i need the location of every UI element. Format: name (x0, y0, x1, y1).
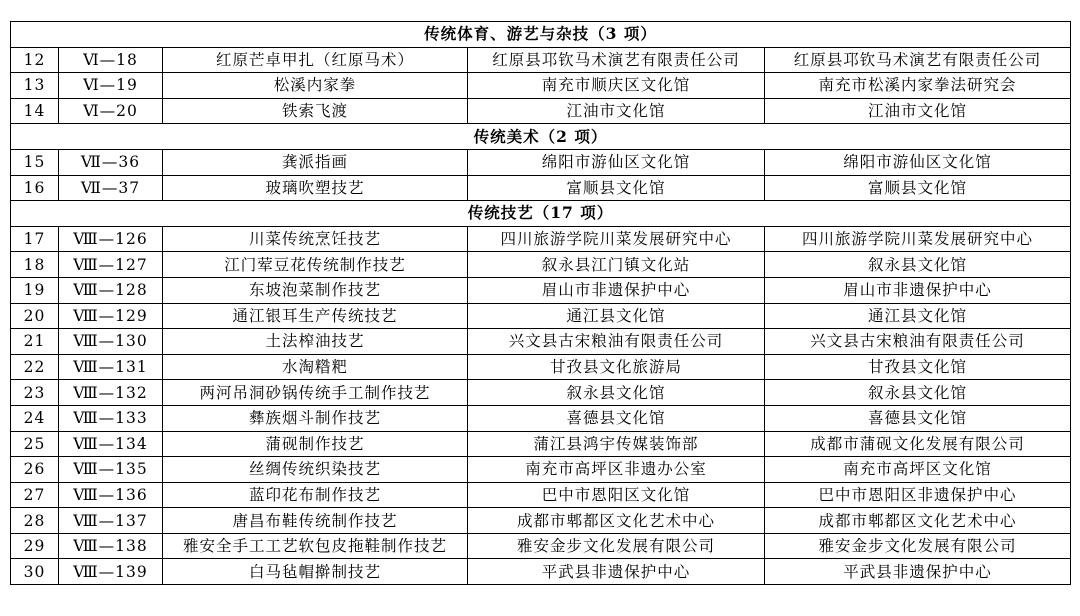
table-row (11, 98, 1071, 124)
applicant-unit: 蒲江县鸿宇传媒装饰部 (468, 431, 765, 457)
row-number: 21 (11, 329, 59, 355)
project-code: Ⅶ—37 (59, 175, 163, 201)
project-name: 雅安全手工工艺软包皮拖鞋制作技艺 (163, 533, 468, 559)
section-header-row (11, 22, 1071, 48)
row-number: 12 (11, 47, 59, 73)
project-code: Ⅷ—138 (59, 533, 163, 559)
protection-unit: 红原县邛钦马术演艺有限责任公司 (765, 47, 1071, 73)
protection-unit: 江油市文化馆 (765, 98, 1071, 124)
project-name: 水淘糌粑 (163, 354, 468, 380)
protection-unit: 喜德县文化馆 (765, 405, 1071, 431)
project-name: 彝族烟斗制作技艺 (163, 405, 468, 431)
row-number: 22 (11, 354, 59, 380)
protection-unit: 兴文县古宋粮油有限责任公司 (765, 329, 1071, 355)
section-title: 传统美术（2 项） (11, 124, 1071, 150)
applicant-unit: 眉山市非遗保护中心 (468, 277, 765, 303)
project-name: 蓝印花布制作技艺 (163, 482, 468, 508)
project-code: Ⅷ—135 (59, 457, 163, 483)
heritage-table (10, 21, 1071, 585)
applicant-unit: 四川旅游学院川菜发展研究中心 (468, 226, 765, 252)
project-name: 两河吊洞砂锅传统手工制作技艺 (163, 380, 468, 406)
applicant-unit: 平武县非遗保护中心 (468, 559, 765, 585)
row-number: 14 (11, 98, 59, 124)
table-row (11, 277, 1071, 303)
row-number: 18 (11, 252, 59, 278)
row-number: 28 (11, 508, 59, 534)
row-number: 26 (11, 457, 59, 483)
protection-unit: 甘孜县文化馆 (765, 354, 1071, 380)
project-code: Ⅶ—36 (59, 149, 163, 175)
project-code: Ⅷ—134 (59, 431, 163, 457)
applicant-unit: 南充市顺庆区文化馆 (468, 73, 765, 99)
table-row (11, 431, 1071, 457)
section-header-row (11, 124, 1071, 150)
project-name: 通江银耳生产传统技艺 (163, 303, 468, 329)
heritage-table-body (11, 22, 1071, 585)
row-number: 25 (11, 431, 59, 457)
project-code: Ⅵ—18 (59, 47, 163, 73)
applicant-unit: 叙永县文化馆 (468, 380, 765, 406)
table-row (11, 252, 1071, 278)
table-row (11, 482, 1071, 508)
applicant-unit: 雅安金步文化发展有限公司 (468, 533, 765, 559)
project-code: Ⅵ—19 (59, 73, 163, 99)
row-number: 13 (11, 73, 59, 99)
table-row (11, 508, 1071, 534)
protection-unit: 眉山市非遗保护中心 (765, 277, 1071, 303)
project-code: Ⅷ—129 (59, 303, 163, 329)
project-name: 东坡泡菜制作技艺 (163, 277, 468, 303)
section-title: 传统技艺（17 项） (11, 201, 1071, 227)
project-name: 川菜传统烹饪技艺 (163, 226, 468, 252)
project-code: Ⅷ—127 (59, 252, 163, 278)
table-row (11, 47, 1071, 73)
project-name: 唐昌布鞋传统制作技艺 (163, 508, 468, 534)
table-row (11, 175, 1071, 201)
table-row (11, 457, 1071, 483)
project-name: 铁索飞渡 (163, 98, 468, 124)
project-name: 江门荤豆花传统制作技艺 (163, 252, 468, 278)
project-code: Ⅷ—136 (59, 482, 163, 508)
project-code: Ⅷ—139 (59, 559, 163, 585)
protection-unit: 叙永县文化馆 (765, 252, 1071, 278)
row-number: 29 (11, 533, 59, 559)
project-code: Ⅷ—137 (59, 508, 163, 534)
applicant-unit: 通江县文化馆 (468, 303, 765, 329)
protection-unit: 四川旅游学院川菜发展研究中心 (765, 226, 1071, 252)
project-code: Ⅵ—20 (59, 98, 163, 124)
row-number: 30 (11, 559, 59, 585)
protection-unit: 绵阳市游仙区文化馆 (765, 149, 1071, 175)
protection-unit: 巴中市恩阳区非遗保护中心 (765, 482, 1071, 508)
table-row (11, 405, 1071, 431)
project-code: Ⅷ—131 (59, 354, 163, 380)
section-header-row (11, 201, 1071, 227)
applicant-unit: 绵阳市游仙区文化馆 (468, 149, 765, 175)
row-number: 23 (11, 380, 59, 406)
row-number: 27 (11, 482, 59, 508)
row-number: 24 (11, 405, 59, 431)
table-row (11, 329, 1071, 355)
protection-unit: 雅安金步文化发展有限公司 (765, 533, 1071, 559)
project-code: Ⅷ—128 (59, 277, 163, 303)
applicant-unit: 喜德县文化馆 (468, 405, 765, 431)
project-code: Ⅷ—132 (59, 380, 163, 406)
project-name: 红原芒卓甲扎（红原马术） (163, 47, 468, 73)
row-number: 16 (11, 175, 59, 201)
project-code: Ⅷ—126 (59, 226, 163, 252)
protection-unit: 南充市高坪区文化馆 (765, 457, 1071, 483)
applicant-unit: 甘孜县文化旅游局 (468, 354, 765, 380)
protection-unit: 平武县非遗保护中心 (765, 559, 1071, 585)
applicant-unit: 南充市高坪区非遗办公室 (468, 457, 765, 483)
table-row (11, 149, 1071, 175)
applicant-unit: 富顺县文化馆 (468, 175, 765, 201)
project-name: 白马毡帽擀制技艺 (163, 559, 468, 585)
project-code: Ⅷ—133 (59, 405, 163, 431)
applicant-unit: 江油市文化馆 (468, 98, 765, 124)
protection-unit: 富顺县文化馆 (765, 175, 1071, 201)
applicant-unit: 成都市郫都区文化艺术中心 (468, 508, 765, 534)
applicant-unit: 叙永县江门镇文化站 (468, 252, 765, 278)
project-name: 玻璃吹塑技艺 (163, 175, 468, 201)
table-row (11, 559, 1071, 585)
row-number: 20 (11, 303, 59, 329)
applicant-unit: 兴文县古宋粮油有限责任公司 (468, 329, 765, 355)
table-row (11, 380, 1071, 406)
protection-unit: 成都市郫都区文化艺术中心 (765, 508, 1071, 534)
project-name: 松溪内家拳 (163, 73, 468, 99)
applicant-unit: 巴中市恩阳区文化馆 (468, 482, 765, 508)
project-name: 蒲砚制作技艺 (163, 431, 468, 457)
table-row (11, 226, 1071, 252)
protection-unit: 南充市松溪内家拳法研究会 (765, 73, 1071, 99)
row-number: 19 (11, 277, 59, 303)
project-name: 丝绸传统织染技艺 (163, 457, 468, 483)
applicant-unit: 红原县邛钦马术演艺有限责任公司 (468, 47, 765, 73)
table-row (11, 354, 1071, 380)
project-code: Ⅷ—130 (59, 329, 163, 355)
table-row (11, 303, 1071, 329)
table-row (11, 533, 1071, 559)
project-name: 土法榨油技艺 (163, 329, 468, 355)
protection-unit: 通江县文化馆 (765, 303, 1071, 329)
project-name: 龚派指画 (163, 149, 468, 175)
protection-unit: 成都市蒲砚文化发展有限公司 (765, 431, 1071, 457)
section-title: 传统体育、游艺与杂技（3 项） (11, 22, 1071, 48)
protection-unit: 叙永县文化馆 (765, 380, 1071, 406)
table-row (11, 73, 1071, 99)
row-number: 17 (11, 226, 59, 252)
row-number: 15 (11, 149, 59, 175)
